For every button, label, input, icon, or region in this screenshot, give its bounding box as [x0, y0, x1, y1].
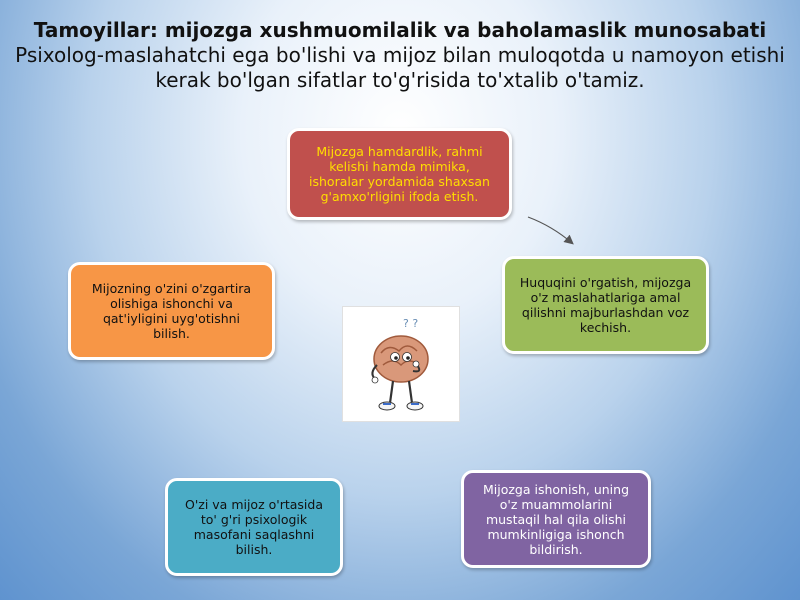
principle-box-change	[68, 262, 275, 360]
principle-box-trust	[461, 470, 651, 568]
slide-title: Tamoyillar: mijozga xushmuomilalik va baholamaslik munosabati	[33, 18, 767, 42]
principle-text-change: Mijozning o'zini o'zgartira olishiga ishonchi va qat'iyligini uyg'otishni bilish.	[91, 281, 252, 341]
principle-text-rights: Huquqini o'rgatish, mijozga o'z maslahatlariga amal qilishni majburlashdan voz kechish.	[519, 275, 692, 335]
principle-box-rights	[502, 256, 709, 354]
slide-subtitle: Psixolog-maslahatchi ega bo'lishi va mijoz bilan muloqotda u namoyon etishi kerak bo'lgan sifatlar to'g'risida to'xtalib o'tamiz.	[15, 43, 785, 92]
principle-box-distance	[165, 478, 343, 576]
brain-character-icon	[343, 307, 459, 421]
principle-text-trust: Mijozga ishonish, uning o'z muammolarini mustaqil hal qila olishi mumkinligiga ishonch bildirish.	[482, 481, 629, 557]
principle-text-distance: O'zi va mijoz o'rtasida to' g'ri psixologik masofani saqlashni bilish.	[185, 497, 323, 557]
thinking-brain-illustration	[342, 306, 460, 422]
svg-text:? ?: ? ?	[403, 317, 419, 330]
principle-text-empathy: Mijozga hamdardlik, rahmi kelishi hamda mimika, ishoralar yordamida shaxsan g'amxo'rligini ifoda etish.	[309, 144, 490, 204]
